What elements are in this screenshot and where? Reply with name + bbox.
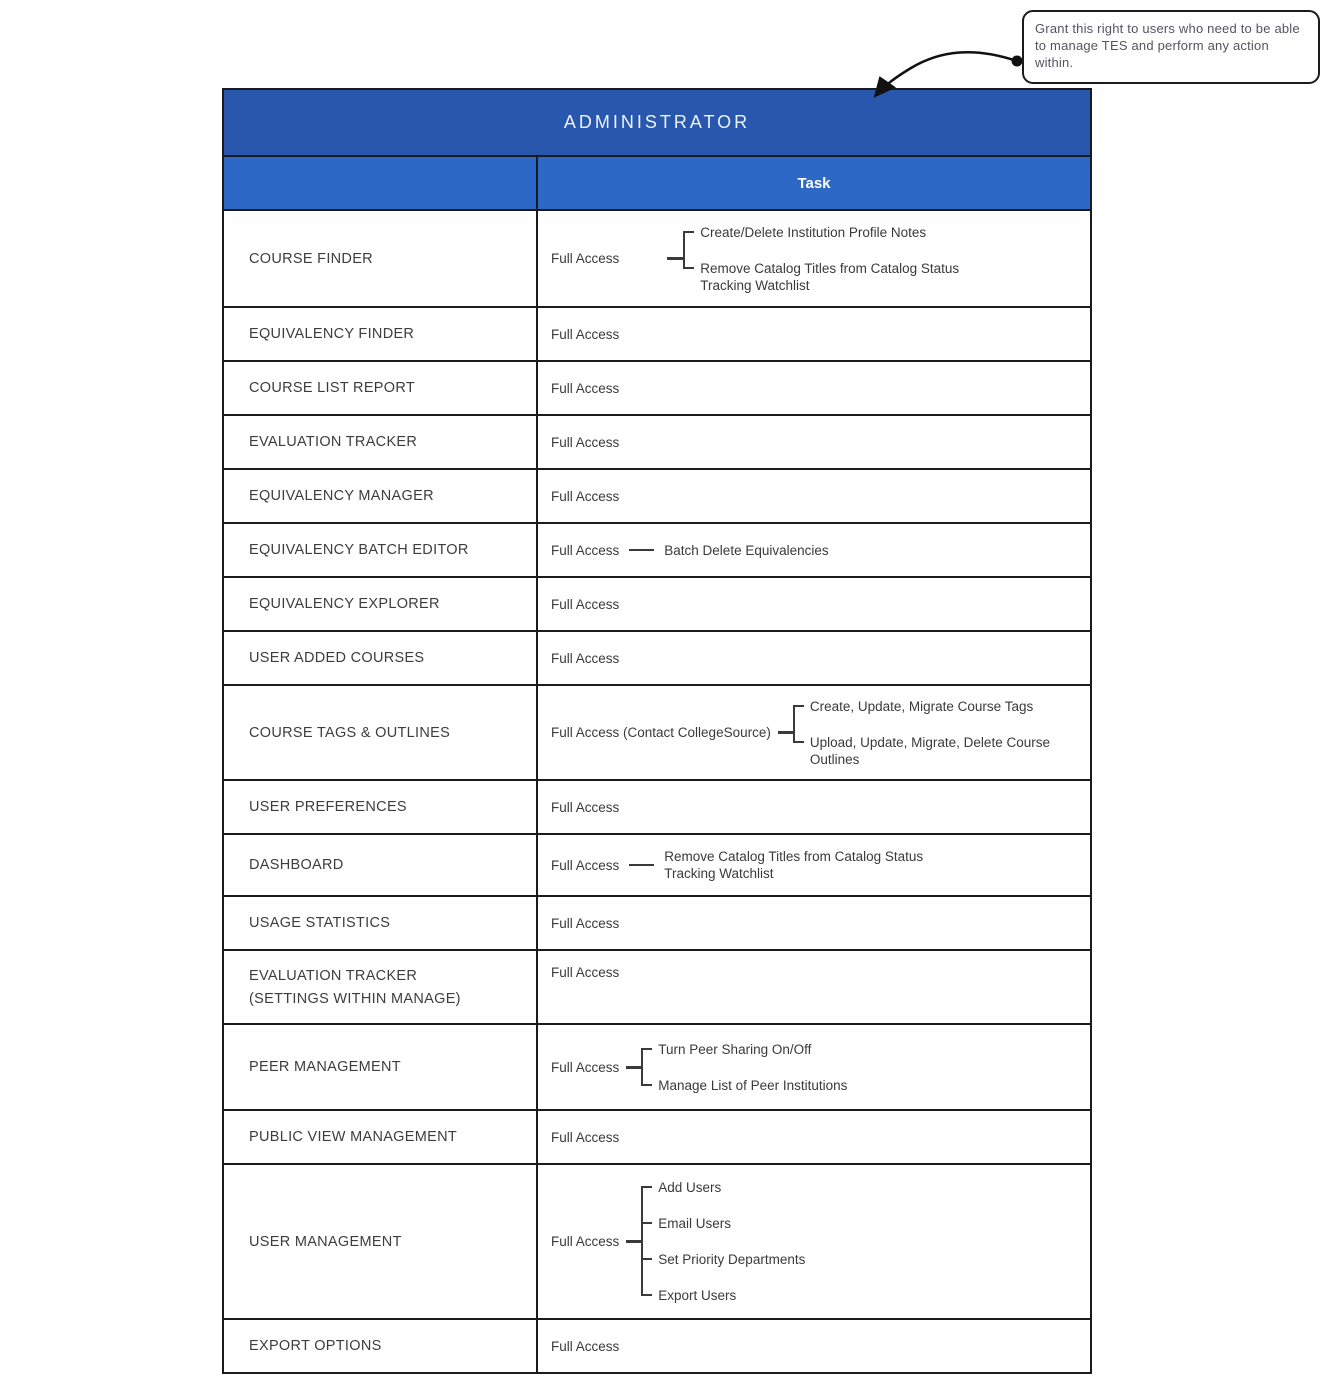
table-row-usage-statistics xyxy=(224,897,1090,951)
access-label: Full Access (Contact CollegeSource) xyxy=(551,725,771,740)
task-cell xyxy=(538,897,1090,949)
table-row-evaluation-tracker-settings xyxy=(224,951,1090,1025)
callout-text: Grant this right to users who need to be able to manage TES and perform any action within. xyxy=(1035,21,1300,70)
table-row-equivalency-batch-editor xyxy=(224,524,1090,578)
connector-line xyxy=(629,549,654,551)
access-label: Full Access xyxy=(551,488,620,504)
task-item: Remove Catalog Titles from Catalog Status Tracking Watchlist xyxy=(664,849,924,881)
connector-line xyxy=(629,864,654,866)
feature-label: COURSE FINDER xyxy=(249,250,373,267)
task-cell xyxy=(538,1111,1090,1163)
access-label: Full Access xyxy=(551,799,620,815)
feature-label: USAGE STATISTICS xyxy=(249,915,391,931)
column-header-task xyxy=(538,157,1090,209)
access-label: Full Access xyxy=(551,251,620,266)
access-label: Full Access xyxy=(551,434,620,450)
table-title-band xyxy=(224,90,1090,157)
task-item: Remove Catalog Titles from Catalog Status Tracking Watchlist xyxy=(683,260,980,294)
task-item: Export Users xyxy=(641,1287,805,1304)
task-cell xyxy=(538,211,1090,306)
feature-label: EQUIVALENCY FINDER xyxy=(249,326,415,342)
connector-line xyxy=(667,257,683,260)
access-label: Full Access xyxy=(551,1129,620,1145)
table-row-peer-management xyxy=(224,1025,1090,1111)
task-item: Add Users xyxy=(641,1179,805,1196)
permissions-table xyxy=(222,88,1092,1374)
table-row-equivalency-finder xyxy=(224,308,1090,362)
connector-line xyxy=(778,731,793,734)
task-cell xyxy=(538,308,1090,360)
task-cell xyxy=(538,1025,1090,1109)
task-item: Create, Update, Migrate Course Tags xyxy=(793,698,1072,715)
feature-cell xyxy=(224,686,538,779)
table-row-export-options xyxy=(224,1320,1090,1372)
access-label: Full Access xyxy=(551,857,620,873)
table-row-dashboard xyxy=(224,835,1090,897)
task-item: Manage List of Peer Institutions xyxy=(641,1077,847,1094)
column-header-feature xyxy=(224,157,538,209)
feature-cell xyxy=(224,308,538,360)
feature-cell xyxy=(224,362,538,414)
task-item: Upload, Update, Migrate, Delete Course Outlines xyxy=(793,734,1072,768)
table-row-course-tags-outlines xyxy=(224,686,1090,781)
table-title: ADMINISTRATOR xyxy=(563,112,751,132)
access-label: Full Access xyxy=(551,542,620,558)
table-row-equivalency-manager xyxy=(224,470,1090,524)
feature-label: PUBLIC VIEW MANAGEMENT xyxy=(249,1129,458,1145)
feature-label: DASHBOARD xyxy=(249,857,344,873)
feature-label: EXPORT OPTIONS xyxy=(249,1338,382,1354)
access-label: Full Access xyxy=(551,326,620,342)
feature-cell xyxy=(224,897,538,949)
table-row-evaluation-tracker xyxy=(224,416,1090,470)
task-bracket xyxy=(793,698,1072,768)
callout-bubble xyxy=(1022,10,1320,84)
feature-label: PEER MANAGEMENT xyxy=(249,1059,401,1075)
task-cell xyxy=(538,951,1090,1023)
task-bracket xyxy=(641,1041,847,1094)
task-cell xyxy=(538,686,1090,779)
feature-cell xyxy=(224,1165,538,1318)
feature-cell xyxy=(224,1025,538,1109)
feature-cell xyxy=(224,835,538,895)
column-header-row xyxy=(224,157,1090,211)
table-row-user-added-courses xyxy=(224,632,1090,686)
task-item: Email Users xyxy=(641,1215,805,1232)
feature-cell xyxy=(224,781,538,833)
feature-label: USER MANAGEMENT xyxy=(249,1233,402,1250)
task-item: Batch Delete Equivalencies xyxy=(664,542,829,558)
table-row-course-list-report xyxy=(224,362,1090,416)
task-item: Turn Peer Sharing On/Off xyxy=(641,1041,847,1058)
task-cell xyxy=(538,470,1090,522)
task-cell xyxy=(538,578,1090,630)
table-row-user-management xyxy=(224,1165,1090,1320)
task-cell xyxy=(538,781,1090,833)
feature-label: COURSE LIST REPORT xyxy=(249,380,416,396)
feature-label: USER ADDED COURSES xyxy=(249,650,425,666)
feature-label: EVALUATION TRACKER xyxy=(249,434,418,450)
task-bracket xyxy=(683,224,980,294)
task-header-label: Task xyxy=(797,174,831,192)
access-label: Full Access xyxy=(551,915,620,931)
access-label: Full Access xyxy=(551,1338,620,1354)
task-cell xyxy=(538,835,1090,895)
callout-dot xyxy=(1012,56,1023,67)
feature-label: EQUIVALENCY EXPLORER xyxy=(249,596,440,612)
task-cell xyxy=(538,1320,1090,1372)
feature-label: COURSE TAGS & OUTLINES xyxy=(249,724,451,741)
access-label: Full Access xyxy=(551,380,620,396)
table-row-user-preferences xyxy=(224,781,1090,835)
access-label: Full Access xyxy=(551,1059,620,1075)
feature-cell xyxy=(224,1320,538,1372)
table-row-public-view-management xyxy=(224,1111,1090,1165)
task-cell xyxy=(538,524,1090,576)
feature-cell xyxy=(224,524,538,576)
task-cell xyxy=(538,416,1090,468)
task-bracket xyxy=(641,1179,805,1304)
access-label: Full Access xyxy=(551,650,620,666)
connector-line xyxy=(626,1240,641,1243)
table-row-equivalency-explorer xyxy=(224,578,1090,632)
task-cell xyxy=(538,632,1090,684)
feature-cell xyxy=(224,632,538,684)
feature-label: EQUIVALENCY MANAGER xyxy=(249,488,434,504)
table-row-course-finder xyxy=(224,211,1090,308)
feature-label: USER PREFERENCES xyxy=(249,799,407,815)
connector-line xyxy=(626,1066,641,1069)
access-label: Full Access xyxy=(551,1234,620,1249)
feature-cell xyxy=(224,470,538,522)
task-item: Set Priority Departments xyxy=(641,1251,805,1268)
task-cell xyxy=(538,362,1090,414)
feature-cell xyxy=(224,578,538,630)
feature-label: EQUIVALENCY BATCH EDITOR xyxy=(249,542,469,558)
feature-cell xyxy=(224,1111,538,1163)
feature-cell xyxy=(224,951,538,1023)
access-label: Full Access xyxy=(551,965,620,980)
feature-cell xyxy=(224,416,538,468)
feature-cell xyxy=(224,211,538,306)
task-item: Create/Delete Institution Profile Notes xyxy=(683,224,980,241)
task-cell xyxy=(538,1165,1090,1318)
access-label: Full Access xyxy=(551,596,620,612)
feature-label: EVALUATION TRACKER (SETTINGS WITHIN MANAGE) xyxy=(249,968,461,1007)
